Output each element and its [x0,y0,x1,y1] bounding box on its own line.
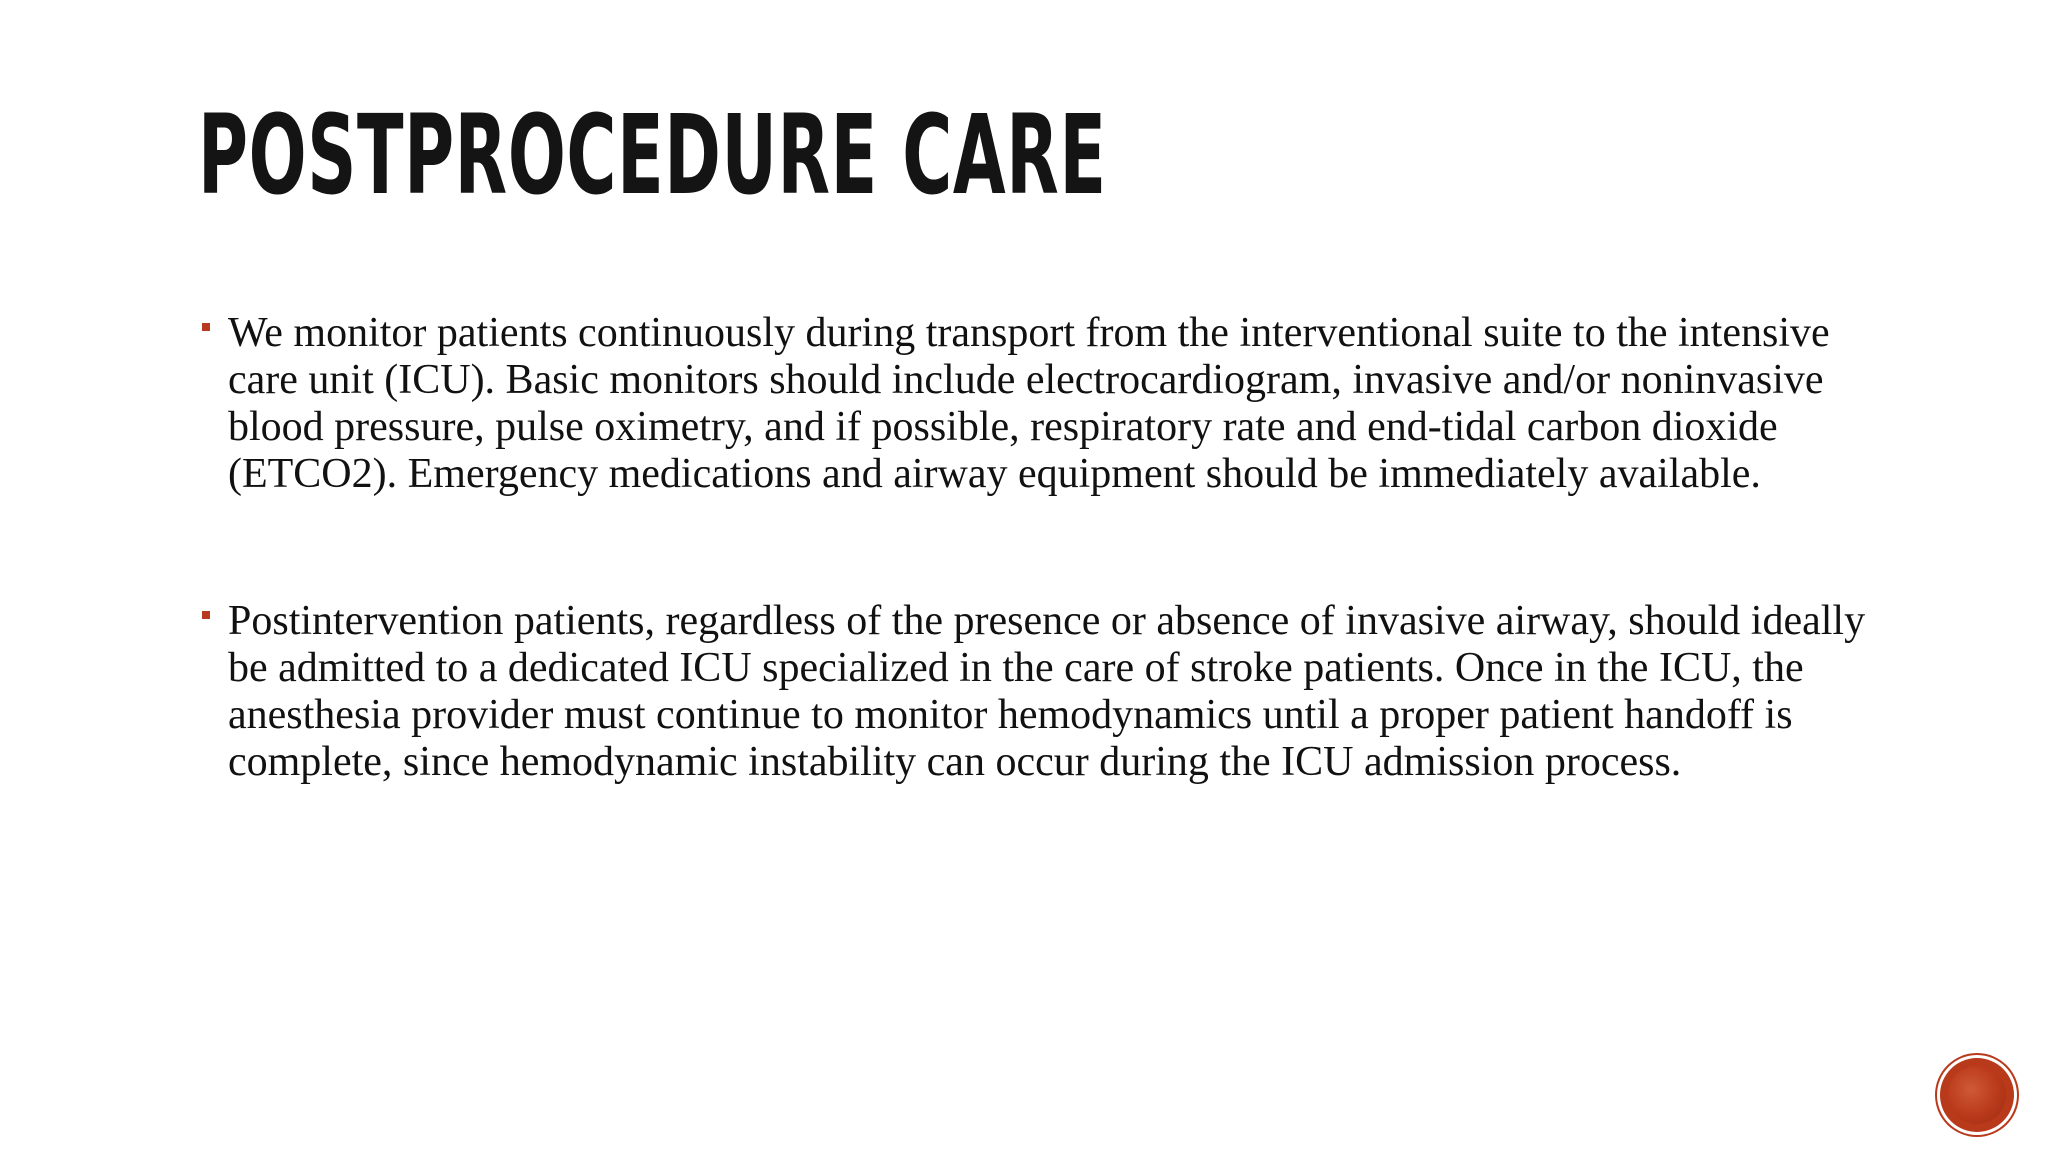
circle-nav-icon [1948,1066,2006,1124]
bullet-list [198,310,1898,886]
circle-nav-button[interactable] [1940,1058,2014,1132]
bullet-item [198,310,1898,498]
bullet-text: We monitor patients continuously during transport from the interventional suite to the intensive care unit (ICU). Basic monitors should include electrocardiogram, invasive and/or noninvasive blood pressure, pulse oximetry, and if possible, respiratory rate and end-tidal carbon dioxide (ETCO2). Emergency medications and airway equipment should be immediately available. [228,310,1830,497]
slide-title: POSTPROCEDURE CARE [198,91,1107,219]
bullet-text: Postintervention patients, regardless of the presence or absence of invasive airway, should ideally be admitted to a dedicated ICU specialized in the care of stroke patients. Once in the ICU, the anesthesia provider must continue to monitor hemodynamics until a proper patient handoff is complete, since hemodynamic instability can occur during the ICU admission process. [228,598,1866,785]
square-bullet-icon [202,323,210,331]
bullet-item [198,598,1898,786]
square-bullet-icon [202,611,210,619]
